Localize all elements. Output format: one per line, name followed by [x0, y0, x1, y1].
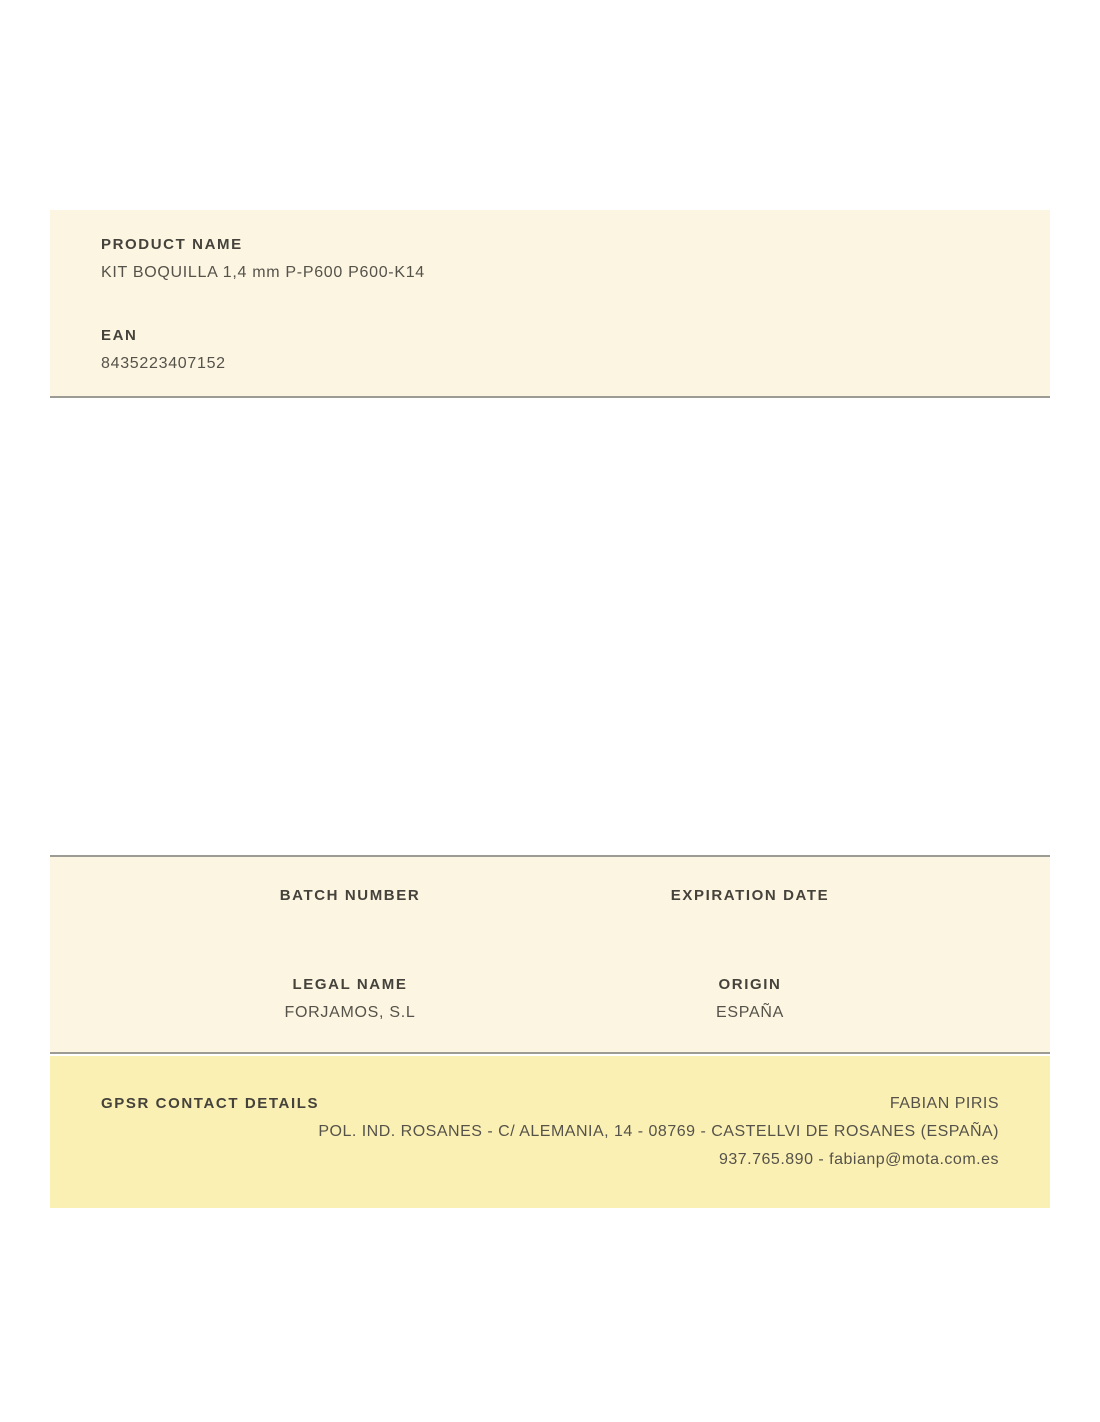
- product-name-field: [101, 236, 1000, 283]
- expiration-date-label: EXPIRATION DATE: [670, 887, 830, 904]
- ean-field: [101, 327, 1000, 374]
- batch-info-panel: [50, 855, 1050, 1054]
- origin-value: ESPAÑA: [716, 1004, 784, 1021]
- gpsr-contact-address: POL. IND. ROSANES - C/ ALEMANIA, 14 - 08769 - CASTELLVI DE ROSANES (ESPAÑA): [318, 1123, 999, 1140]
- legal-name-label: LEGAL NAME: [292, 976, 408, 993]
- legal-name-field: [150, 976, 550, 1023]
- batch-expiration-row: [150, 887, 950, 976]
- product-name-value: KIT BOQUILLA 1,4 mm P-P600 P600-K14: [101, 264, 425, 281]
- origin-label: ORIGIN: [718, 976, 782, 993]
- gpsr-contact-phone-email: 937.765.890 - fabianp@mota.com.es: [718, 1151, 999, 1168]
- batch-number-label: BATCH NUMBER: [279, 887, 421, 904]
- legal-origin-row: [150, 976, 950, 1023]
- gpsr-header-row: [101, 1094, 999, 1114]
- ean-label: EAN: [101, 327, 138, 344]
- expiration-date-field: [550, 887, 950, 976]
- gpsr-contact-name: FABIAN PIRIS: [889, 1095, 999, 1112]
- batch-number-field: [150, 887, 550, 976]
- product-info-panel: [50, 210, 1050, 398]
- gpsr-contact-panel: [50, 1056, 1050, 1208]
- product-name-label: PRODUCT NAME: [101, 236, 243, 253]
- ean-value: 8435223407152: [101, 355, 226, 372]
- legal-name-value: FORJAMOS, S.L: [284, 1004, 416, 1021]
- origin-field: [550, 976, 950, 1023]
- gpsr-contact-details-title: GPSR CONTACT DETAILS: [101, 1095, 320, 1112]
